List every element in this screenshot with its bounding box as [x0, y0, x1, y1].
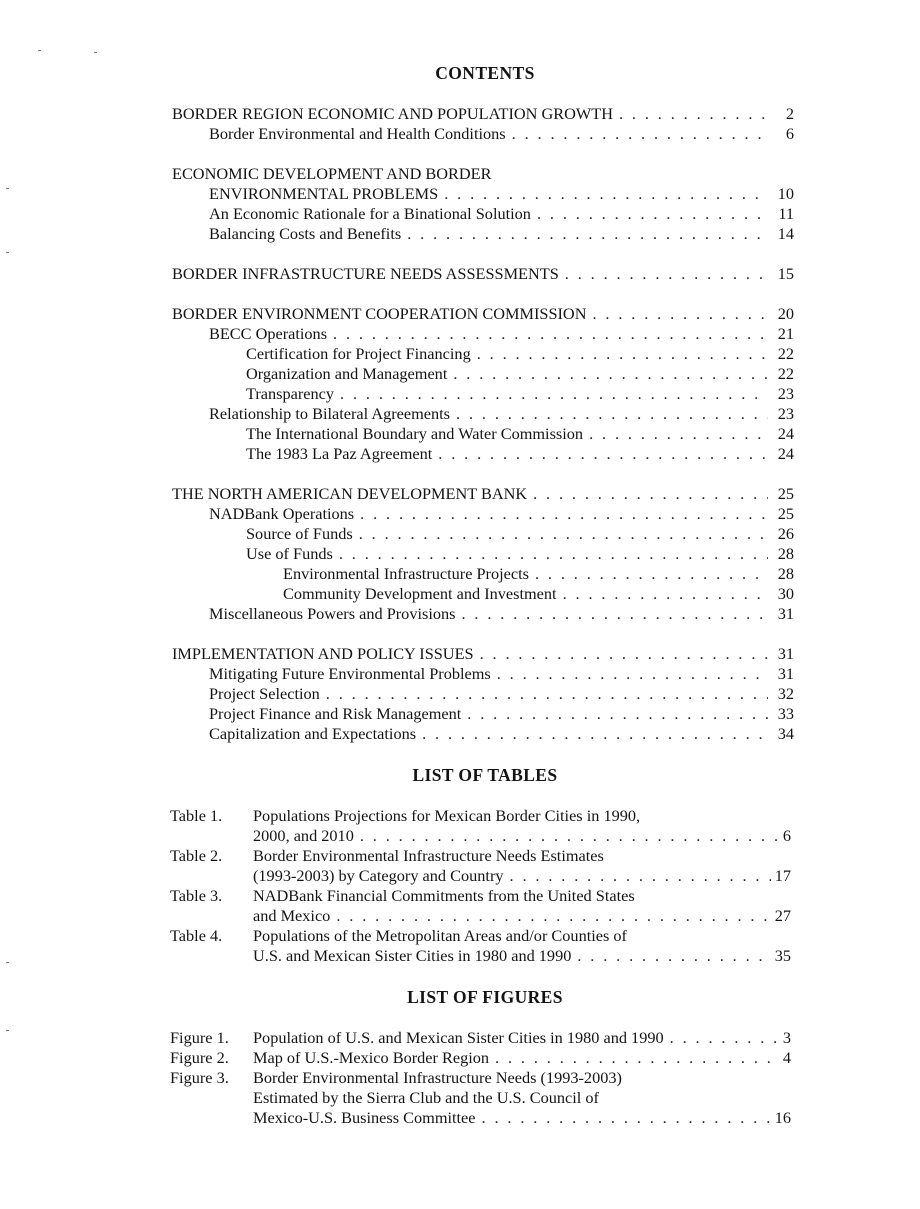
toc-entry[interactable] — [246, 384, 794, 404]
dot-leader — [453, 364, 768, 384]
toc-entry-page: 21 — [777, 324, 794, 343]
dot-leader — [497, 664, 768, 684]
toc-entry[interactable] — [172, 264, 794, 284]
toc-entry-label: THE NORTH AMERICAN DEVELOPMENT BANK — [172, 484, 528, 503]
figure-entry[interactable] — [253, 1108, 791, 1128]
dot-leader — [340, 384, 768, 404]
toc-entry-label: Transparency — [246, 384, 335, 403]
dot-leader — [495, 1048, 779, 1068]
toc-entry-label: Environmental Infrastructure Projects — [283, 564, 529, 583]
toc-entry-page: 2 — [785, 104, 794, 123]
dot-leader — [535, 564, 768, 584]
dot-leader — [482, 1108, 771, 1128]
table-entry[interactable] — [253, 906, 791, 926]
table-tag: Table 4. — [170, 926, 223, 945]
table-caption-line: (1993-2003) by Category and Country — [253, 866, 504, 885]
toc-entry-label: The 1983 La Paz Agreement — [246, 444, 433, 463]
list-of-figures-heading: LIST OF FIGURES — [407, 987, 563, 1007]
table-page: 6 — [782, 826, 791, 845]
table-caption-line: and Mexico — [253, 906, 331, 925]
dot-leader — [467, 704, 768, 724]
toc-entry-label: Balancing Costs and Benefits — [209, 224, 402, 243]
toc-entry[interactable] — [209, 404, 794, 424]
table-page: 27 — [774, 906, 791, 925]
toc-entry-page: 33 — [777, 704, 794, 723]
toc-entry[interactable] — [209, 324, 794, 344]
toc-entry-label: BORDER INFRASTRUCTURE NEEDS ASSESSMENTS — [172, 264, 559, 283]
dot-leader — [480, 644, 768, 664]
table-caption-line: Populations Projections for Mexican Border Cities in 1990, — [253, 806, 641, 825]
toc-entry-label: Capitalization and Expectations — [209, 724, 417, 743]
table-caption-line: Border Environmental Infrastructure Needs Estimates — [253, 846, 604, 865]
toc-entry[interactable] — [209, 204, 794, 224]
toc-entry-page: 32 — [777, 684, 794, 703]
figure-tag: Figure 2. — [170, 1048, 229, 1067]
dot-leader — [619, 104, 768, 124]
table-tag: Table 3. — [170, 886, 223, 905]
toc-entry-page: 11 — [778, 204, 794, 223]
figure-caption-line: Population of U.S. and Mexican Sister Cities in 1980 and 1990 — [253, 1028, 664, 1047]
toc-entry[interactable] — [172, 644, 794, 664]
figure-tag: Figure 3. — [170, 1068, 229, 1087]
toc-entry-page: 30 — [777, 584, 794, 603]
toc-entry-label: ENVIRONMENTAL PROBLEMS — [209, 184, 439, 203]
table-caption-line: Populations of the Metropolitan Areas and/or Counties of — [253, 926, 627, 945]
toc-entry-page: 10 — [777, 184, 794, 203]
figure-tag: Figure 1. — [170, 1028, 229, 1047]
toc-entry-label: ECONOMIC DEVELOPMENT AND BORDER — [172, 164, 492, 183]
dot-leader — [360, 826, 779, 846]
contents-heading: CONTENTS — [435, 63, 535, 83]
toc-entry-page: 25 — [777, 504, 794, 523]
dot-leader — [510, 866, 771, 886]
toc-entry[interactable] — [283, 584, 794, 604]
toc-entry-label: An Economic Rationale for a Binational Solution — [209, 204, 531, 223]
toc-entry[interactable] — [209, 724, 794, 744]
dot-leader — [333, 324, 768, 344]
toc-entry[interactable] — [246, 364, 794, 384]
toc-entry-label: Project Selection — [209, 684, 320, 703]
figure-entry[interactable] — [253, 1048, 791, 1068]
toc-entry[interactable] — [209, 124, 794, 144]
toc-entry[interactable] — [246, 544, 794, 564]
toc-entry-page: 25 — [777, 484, 794, 503]
dot-leader — [537, 204, 768, 224]
toc-entry-label: Organization and Management — [246, 364, 448, 383]
table-entry[interactable] — [253, 826, 791, 846]
dot-leader — [326, 684, 768, 704]
dot-leader — [563, 584, 768, 604]
figure-caption-line: Border Environmental Infrastructure Needs (1993-2003) — [253, 1068, 622, 1087]
dot-leader — [592, 304, 768, 324]
toc-entry[interactable] — [209, 664, 794, 684]
table-tag: Table 2. — [170, 846, 223, 865]
toc-entry-page: 31 — [777, 664, 794, 683]
table-page: 17 — [774, 866, 791, 885]
toc-entry[interactable] — [246, 424, 794, 444]
dot-leader — [477, 344, 768, 364]
toc-entry-page: 24 — [777, 444, 794, 463]
toc-entry-label: Community Development and Investment — [283, 584, 557, 603]
table-page: 35 — [774, 946, 791, 965]
toc-entry-label: IMPLEMENTATION AND POLICY ISSUES — [172, 644, 474, 663]
toc-entry[interactable] — [209, 684, 794, 704]
toc-entry-page: 6 — [785, 124, 794, 143]
figure-caption-line: Estimated by the Sierra Club and the U.S. Council of — [253, 1088, 599, 1107]
table-caption-line: NADBank Financial Commitments from the United States — [253, 886, 635, 905]
toc-entry-page: 23 — [777, 384, 794, 403]
dot-leader — [444, 184, 768, 204]
toc-entry-page: 15 — [777, 264, 794, 283]
table-entry[interactable] — [253, 946, 791, 966]
toc-entry-page: 28 — [777, 564, 794, 583]
toc-entry-label: Use of Funds — [246, 544, 333, 563]
dot-leader — [589, 424, 768, 444]
toc-entry-label: BORDER REGION ECONOMIC AND POPULATION GROWTH — [172, 104, 613, 123]
toc-entry[interactable] — [246, 444, 794, 464]
dot-leader — [407, 224, 768, 244]
dot-leader — [336, 906, 770, 926]
toc-entry[interactable] — [172, 104, 794, 124]
dot-leader — [456, 404, 768, 424]
toc-entry-label: The International Boundary and Water Commission — [246, 424, 584, 443]
dot-leader — [359, 524, 768, 544]
dot-leader — [360, 504, 768, 524]
toc-entry[interactable] — [246, 344, 794, 364]
toc-entry-page: 26 — [777, 524, 794, 543]
figure-caption-line: Map of U.S.-Mexico Border Region — [253, 1048, 490, 1067]
toc-entry-label: Certification for Project Financing — [246, 344, 471, 363]
toc-entry-label: BORDER ENVIRONMENT COOPERATION COMMISSION — [172, 304, 587, 323]
list-of-tables-heading: LIST OF TABLES — [412, 765, 558, 785]
toc-entry-page: 20 — [777, 304, 794, 323]
figure-entry[interactable] — [253, 1028, 791, 1048]
toc-entry[interactable] — [209, 184, 794, 204]
toc-entry[interactable] — [172, 304, 794, 324]
toc-entry-label: Source of Funds — [246, 524, 353, 543]
toc-entry-page: 31 — [777, 644, 794, 663]
toc-entry-page: 14 — [777, 224, 794, 243]
toc-entry-page: 22 — [777, 344, 794, 363]
toc-entry[interactable] — [172, 484, 794, 504]
dot-leader — [670, 1028, 779, 1048]
dot-leader — [461, 604, 768, 624]
toc-entry-label: Project Finance and Risk Management — [209, 704, 462, 723]
table-caption-line: U.S. and Mexican Sister Cities in 1980 and 1990 — [253, 946, 572, 965]
toc-entry-page: 22 — [777, 364, 794, 383]
toc-entry[interactable] — [209, 704, 794, 724]
toc-entry-label: Miscellaneous Powers and Provisions — [209, 604, 456, 623]
toc-entry[interactable] — [283, 564, 794, 584]
toc-entry[interactable] — [209, 224, 794, 244]
table-entry[interactable] — [253, 866, 791, 886]
toc-entry[interactable] — [209, 504, 794, 524]
table-caption-line: 2000, and 2010 — [253, 826, 354, 845]
dot-leader — [512, 124, 768, 144]
dot-leader — [565, 264, 768, 284]
toc-entry-page: 24 — [777, 424, 794, 443]
toc-entry-label: Border Environmental and Health Conditions — [209, 124, 506, 143]
dot-leader — [533, 484, 768, 504]
figure-caption-line: Mexico-U.S. Business Committee — [253, 1108, 476, 1127]
toc-entry[interactable] — [209, 604, 794, 624]
dot-leader — [422, 724, 768, 744]
dot-leader — [577, 946, 770, 966]
table-tag: Table 1. — [170, 806, 223, 825]
dot-leader — [438, 444, 768, 464]
toc-entry-label: Relationship to Bilateral Agreements — [209, 404, 450, 423]
dot-leader — [339, 544, 768, 564]
toc-entry-page: 23 — [777, 404, 794, 423]
figure-page: 3 — [782, 1028, 791, 1047]
figure-page: 16 — [774, 1108, 791, 1127]
toc-entry-page: 28 — [777, 544, 794, 563]
toc-entry[interactable] — [246, 524, 794, 544]
figure-page: 4 — [782, 1048, 791, 1067]
toc-entry-page: 31 — [777, 604, 794, 623]
toc-entry-label: BECC Operations — [209, 324, 328, 343]
toc-entry-label: Mitigating Future Environmental Problems — [209, 664, 491, 683]
toc-entry-page: 34 — [777, 724, 794, 743]
toc-entry-label: NADBank Operations — [209, 504, 355, 523]
